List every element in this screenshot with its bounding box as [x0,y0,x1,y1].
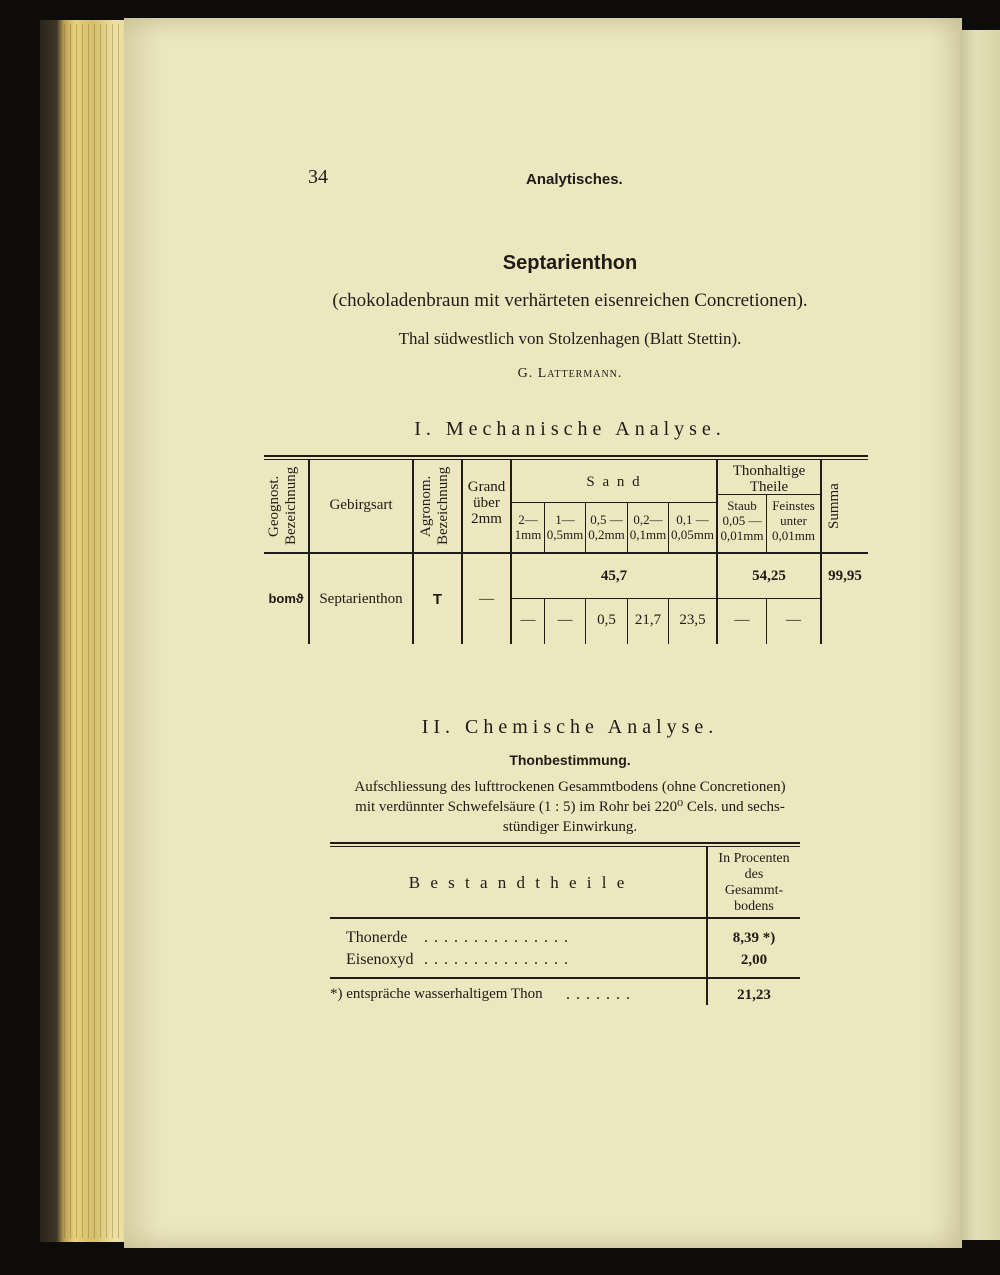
table-header-rule [264,552,868,554]
header-sand-col-5: 0,1 — 0,05mm [671,512,714,542]
chem-header-rule [330,917,800,919]
sand-value-rule [512,598,716,599]
footnote-value: 21,23 [737,987,771,1003]
cell-sand-4: 21,7 [634,612,662,628]
col-divider [820,460,822,644]
cell-grand: — [479,591,494,607]
header-staub: Staub 0,05 — 0,01mm [720,498,764,543]
chem-top-rule-thin [330,846,800,847]
col-divider [412,460,414,644]
section2-heading: II. Chemische Analyse. [421,716,719,738]
running-head: Analytisches. [526,171,623,188]
cell-gebirgsart: Septarienthon [319,591,403,607]
col-divider [308,460,310,644]
header-thonhaltige: Thonhaltige Theile [732,463,806,495]
cell-summa: 99,95 [828,568,862,584]
dot-leader: ............... [424,929,574,946]
header-sand-col-4: 0,2— 0,1mm [629,512,667,542]
header-gebirgsart: Gebirgsart [329,497,393,513]
header-geognost: Geognost. Bezeichnung [266,466,299,546]
header-feinstes: Feinstes unter 0,01mm [772,498,815,543]
cell-sand-5: 23,5 [679,612,706,628]
cell-sand-2: — [557,612,573,628]
header-sand-col-2: 1— 0,5mm [546,512,584,542]
dot-leader: ....... [566,986,636,1003]
book-edge-right [960,30,1000,1240]
page-number: 34 [308,166,328,188]
page-stack-lines [58,24,128,1238]
page-title: Septarienthon [502,252,638,274]
row-thonerde-value: 8,39 *) [732,930,776,946]
cell-thon-total: 54,25 [752,568,786,584]
dot-leader: ............... [424,951,574,968]
cell-geognost: bomϑ [268,591,304,606]
chem-total-rule [330,977,800,979]
header-agronom: Agronom. Bezeichnung [418,466,451,546]
cell-sand-1: — [520,612,536,628]
thon-value-rule [718,598,820,599]
chem-top-rule [330,842,800,844]
book-page [124,18,962,1248]
header-sand-col-1: 2— 1mm [514,512,542,542]
header-bestandtheile: B e s t a n d t h e i l e [408,873,628,892]
location: Thal südwestlich von Stolzenhagen (Blatt Stettin). [398,329,742,348]
header-sand: S a n d [586,474,642,490]
section2-subheading: Thonbestimmung. [509,752,631,768]
header-grand: Grand über 2mm [467,479,506,527]
row-eisenoxyd-label: Eisenoxyd [346,951,414,968]
cell-feinstes: — [786,612,801,628]
section2-description: Aufschliessung des lufttrockenen Gesammtbodens (ohne Concretionen) mit verdünnter Schwefelsäure (1 : 5) im Rohr bei 220⁰ Cels. und sechs- stündiger Einwirkung. [354,779,786,835]
footnote-label: *) entspräche wasserhaltigem Thon [330,986,543,1002]
subtitle: (chokoladenbraun mit verhärteten eisenreichen Concretionen). [332,290,808,311]
sand-sub-rule [512,502,716,503]
table-top-rule [264,455,868,457]
cell-staub: — [734,612,750,628]
header-summa: Summa [826,483,842,529]
table-top-rule-thin [264,459,868,460]
author: G. Lattermann. [517,366,623,381]
cell-agronom: T [432,591,443,608]
row-thonerde-label: Thonerde [346,929,408,946]
header-sand-col-3: 0,5 — 0,2mm [588,512,625,542]
header-procent: In Procenten des Gesammt- bodens [718,851,790,914]
section1-heading: I. Mechanische Analyse. [414,418,726,440]
row-eisenoxyd-value: 2,00 [740,952,768,968]
cell-sand-total: 45,7 [600,568,628,584]
cell-sand-3: 0,5 [597,612,616,628]
